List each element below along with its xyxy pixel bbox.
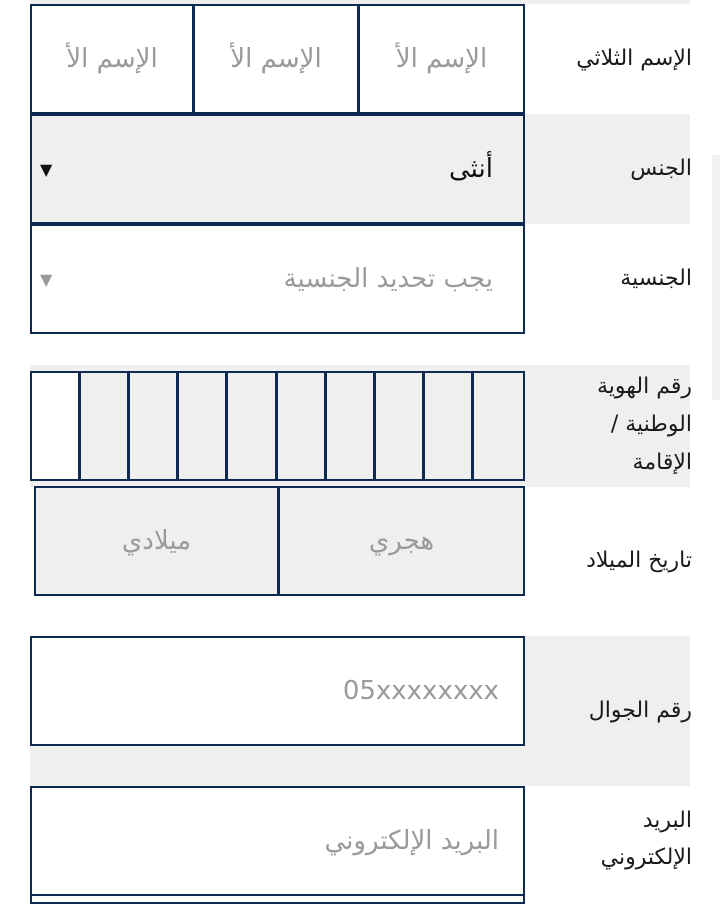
national-id-digit-input[interactable] <box>179 373 228 479</box>
date-divider <box>277 488 280 594</box>
last-name-placeholder: الإسم الأ <box>66 44 158 74</box>
last-name-input[interactable] <box>32 6 192 112</box>
gender-selected-value: أنثى <box>449 154 493 184</box>
gregorian-placeholder: ميلادي <box>121 526 192 556</box>
first-name-placeholder: الإسم الأ <box>395 44 488 74</box>
email-label <box>601 802 692 876</box>
national-id-digit-input[interactable] <box>278 373 327 479</box>
national-id-digit-input[interactable] <box>32 373 81 479</box>
gender-label: الجنس <box>630 156 692 181</box>
gregorian-date-input[interactable] <box>36 488 277 594</box>
nationality-placeholder: يجب تحديد الجنسية <box>283 264 493 294</box>
scroll-indicator <box>712 155 720 400</box>
full-name-group <box>30 4 525 114</box>
email-label-line2: الإلكتروني <box>600 845 692 870</box>
mobile-placeholder: 05xxxxxxxx <box>342 676 499 706</box>
national-id-digit-input[interactable] <box>425 373 474 479</box>
email-label-line1: البريد <box>642 808 692 833</box>
name-divider-2 <box>192 6 195 112</box>
national-id-digit-input[interactable] <box>130 373 179 479</box>
nationality-dropdown-arrow-icon[interactable]: ▼ <box>40 269 53 289</box>
birth-date-group <box>34 486 525 596</box>
mobile-label: رقم الجوال <box>588 698 692 723</box>
national-id-digit-input[interactable] <box>228 373 277 479</box>
email-input[interactable] <box>30 786 525 896</box>
national-id-digit-input[interactable] <box>376 373 425 479</box>
national-id-digit-input[interactable] <box>81 373 130 479</box>
nationality-select[interactable] <box>30 224 525 334</box>
gender-select[interactable] <box>30 114 525 224</box>
national-id-label-line3: الإقامة <box>632 450 692 475</box>
first-name-input[interactable] <box>360 6 523 112</box>
nationality-label: الجنسية <box>620 266 692 291</box>
middle-name-placeholder: الإسم الأ <box>230 44 322 74</box>
hijri-date-input[interactable] <box>280 488 523 594</box>
birth-date-label: تاريخ الميلاد <box>586 548 692 573</box>
national-id-digit-input[interactable] <box>327 373 376 479</box>
national-id-digits <box>30 371 525 481</box>
national-id-label-line2: الوطنية / <box>610 412 692 437</box>
email-placeholder: البريد الإلكتروني <box>324 826 499 856</box>
middle-name-input[interactable] <box>195 6 357 112</box>
national-id-label-line1: رقم الهوية <box>596 374 692 399</box>
gender-dropdown-arrow-icon[interactable]: ▼ <box>40 159 53 179</box>
name-divider-1 <box>357 6 360 112</box>
national-id-label <box>597 368 692 482</box>
hijri-placeholder: هجري <box>368 526 435 556</box>
national-id-digit-input[interactable] <box>474 373 523 479</box>
mobile-input[interactable] <box>30 636 525 746</box>
full-name-label: الإسم الثلاثي <box>576 46 692 71</box>
next-field-top-edge <box>30 894 525 904</box>
